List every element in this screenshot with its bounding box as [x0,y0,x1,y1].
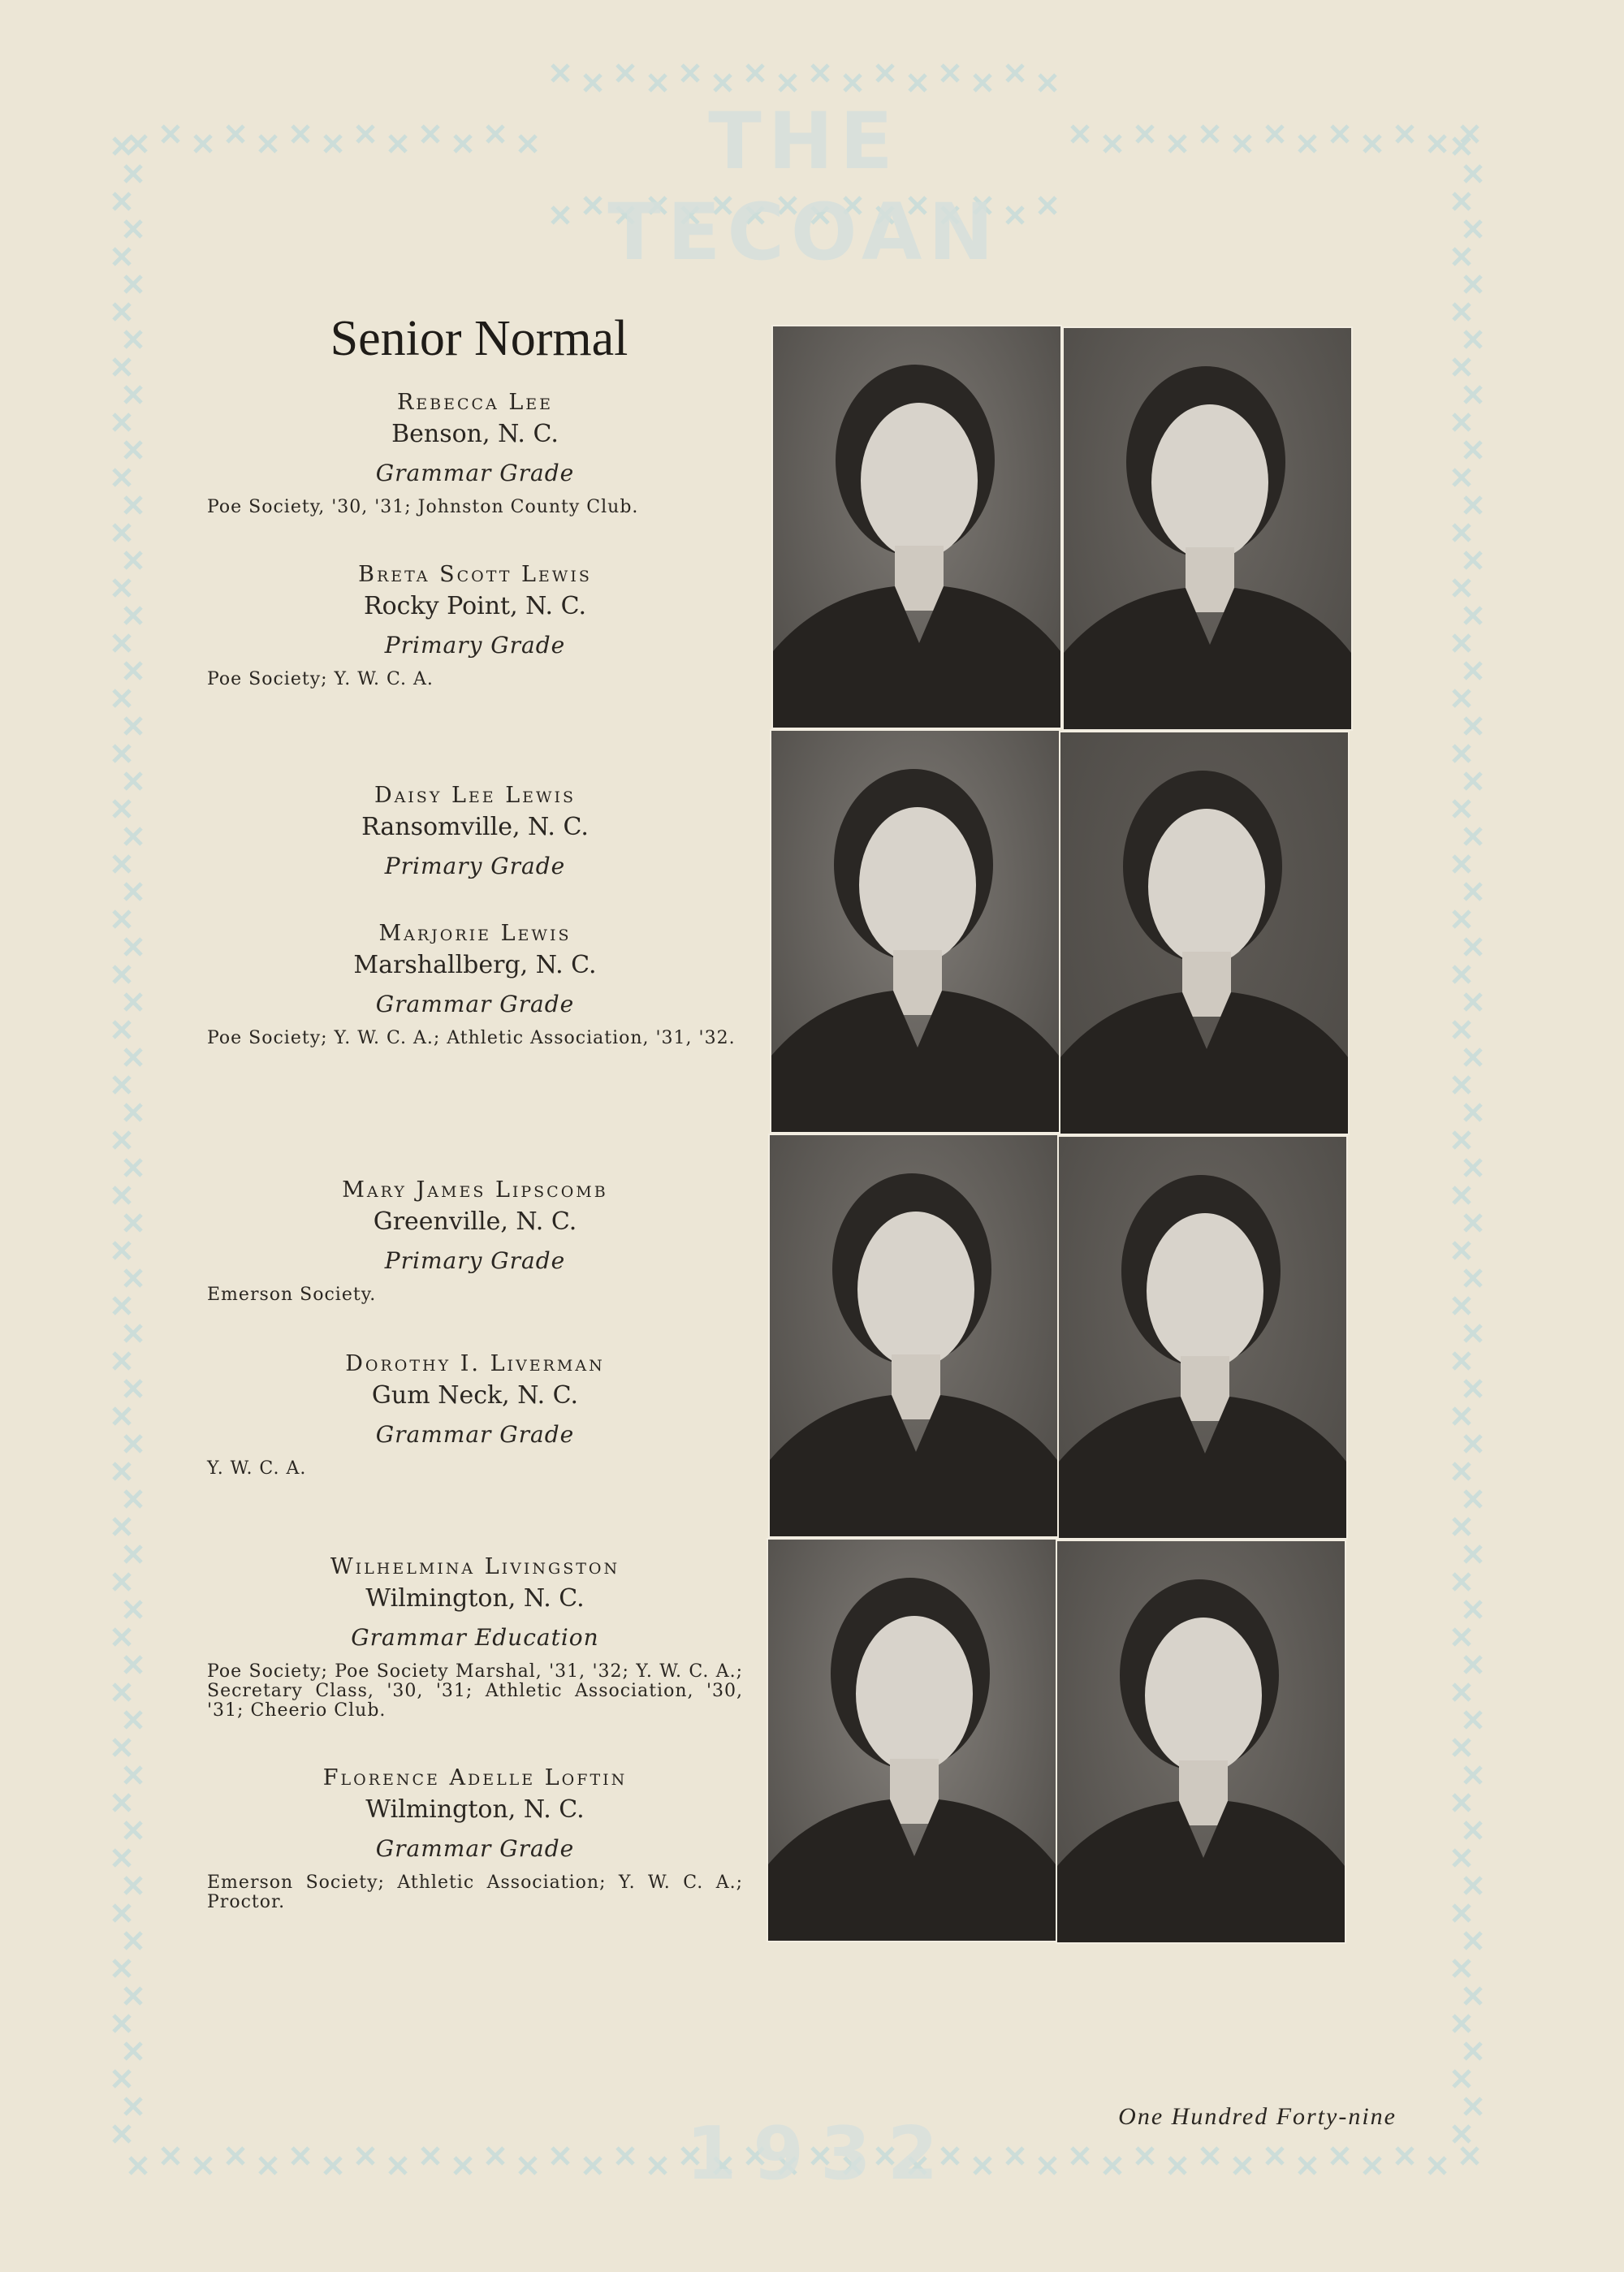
student-entry [207,1554,743,1721]
portrait-photo [771,325,1062,729]
student-entry [207,390,743,517]
student-grade: Grammar Grade [375,1421,575,1448]
portrait-silhouette-icon [773,326,1060,728]
student-activities: Poe Society; Y. W. C. A.; Athletic Association, '31, '32. [207,1028,736,1048]
student-activities: Y. W. C. A. [207,1458,307,1479]
student-activities: Poe Society; Poe Society Marshal, '31, '32; Y. W. C. A.; Secretary Class, '30, '31; Athletic Association, '30, '31; Cheerio Club. [207,1661,743,1721]
student-town: Wilmington, N. C. [365,1584,585,1613]
student-town: Gum Neck, N. C. [371,1381,579,1410]
portrait-grid [771,325,1356,1947]
portrait-photo [1057,1135,1348,1540]
portrait-photo [1062,326,1353,731]
student-town: Benson, N. C. [391,420,559,448]
student-town: Marshallberg, N. C. [353,951,597,979]
student-grade: Primary Grade [384,853,566,879]
portrait-silhouette-icon [768,1540,1056,1941]
student-entry [207,562,743,689]
student-activities: Emerson Society; Athletic Association; Y. W. C. A.; Proctor. [207,1872,743,1912]
student-grade: Grammar Grade [375,1835,575,1862]
student-grade: Grammar Education [351,1624,599,1651]
portrait-photo [768,1134,1059,1538]
student-town: Wilmington, N. C. [365,1795,585,1824]
portrait-photo [1056,1540,1346,1944]
student-name: Daisy Lee Lewis [374,783,577,808]
student-name: Florence Adelle Loftin [322,1765,628,1790]
portrait-silhouette-icon [770,1135,1057,1536]
student-entry [207,1765,743,1912]
student-town: Rocky Point, N. C. [363,592,586,620]
student-name: Breta Scott Lewis [358,562,592,587]
student-town: Ransomville, N. C. [361,813,589,841]
student-activities: Poe Society, '30, '31; Johnston County Club. [207,497,639,517]
student-entry [207,1177,743,1305]
student-name: Dorothy I. Liverman [345,1351,605,1376]
student-town: Greenville, N. C. [373,1207,577,1236]
portrait-silhouette-icon [771,731,1059,1132]
portrait-silhouette-icon [1059,1137,1346,1538]
student-grade: Primary Grade [384,1247,566,1274]
footer-year: 1932 [685,2111,955,2196]
section-title: Senior Normal [330,311,628,366]
student-name: Mary James Lipscomb [342,1177,608,1203]
portrait-silhouette-icon [1060,732,1348,1134]
portrait-photo [1059,731,1350,1135]
page-number: One Hundred Forty-nine [1118,2103,1397,2130]
student-activities: Emerson Society. [207,1285,377,1305]
portrait-silhouette-icon [1064,328,1351,729]
student-name: Rebecca Lee [396,390,554,415]
student-grade: Grammar Grade [375,991,575,1017]
student-grade: Grammar Grade [375,460,575,486]
student-grade: Primary Grade [384,632,566,659]
banner-title: THE TECOAN [607,96,1000,278]
portrait-silhouette-icon [1057,1541,1345,1942]
student-activities: Poe Society; Y. W. C. A. [207,669,434,689]
portrait-photo [770,729,1060,1134]
portrait-photo [767,1538,1057,1942]
student-entry [207,921,743,1048]
student-entry [207,783,743,879]
student-name: Marjorie Lewis [378,921,572,946]
student-name: Wilhelmina Livingston [330,1554,620,1579]
student-entry [207,1351,743,1479]
